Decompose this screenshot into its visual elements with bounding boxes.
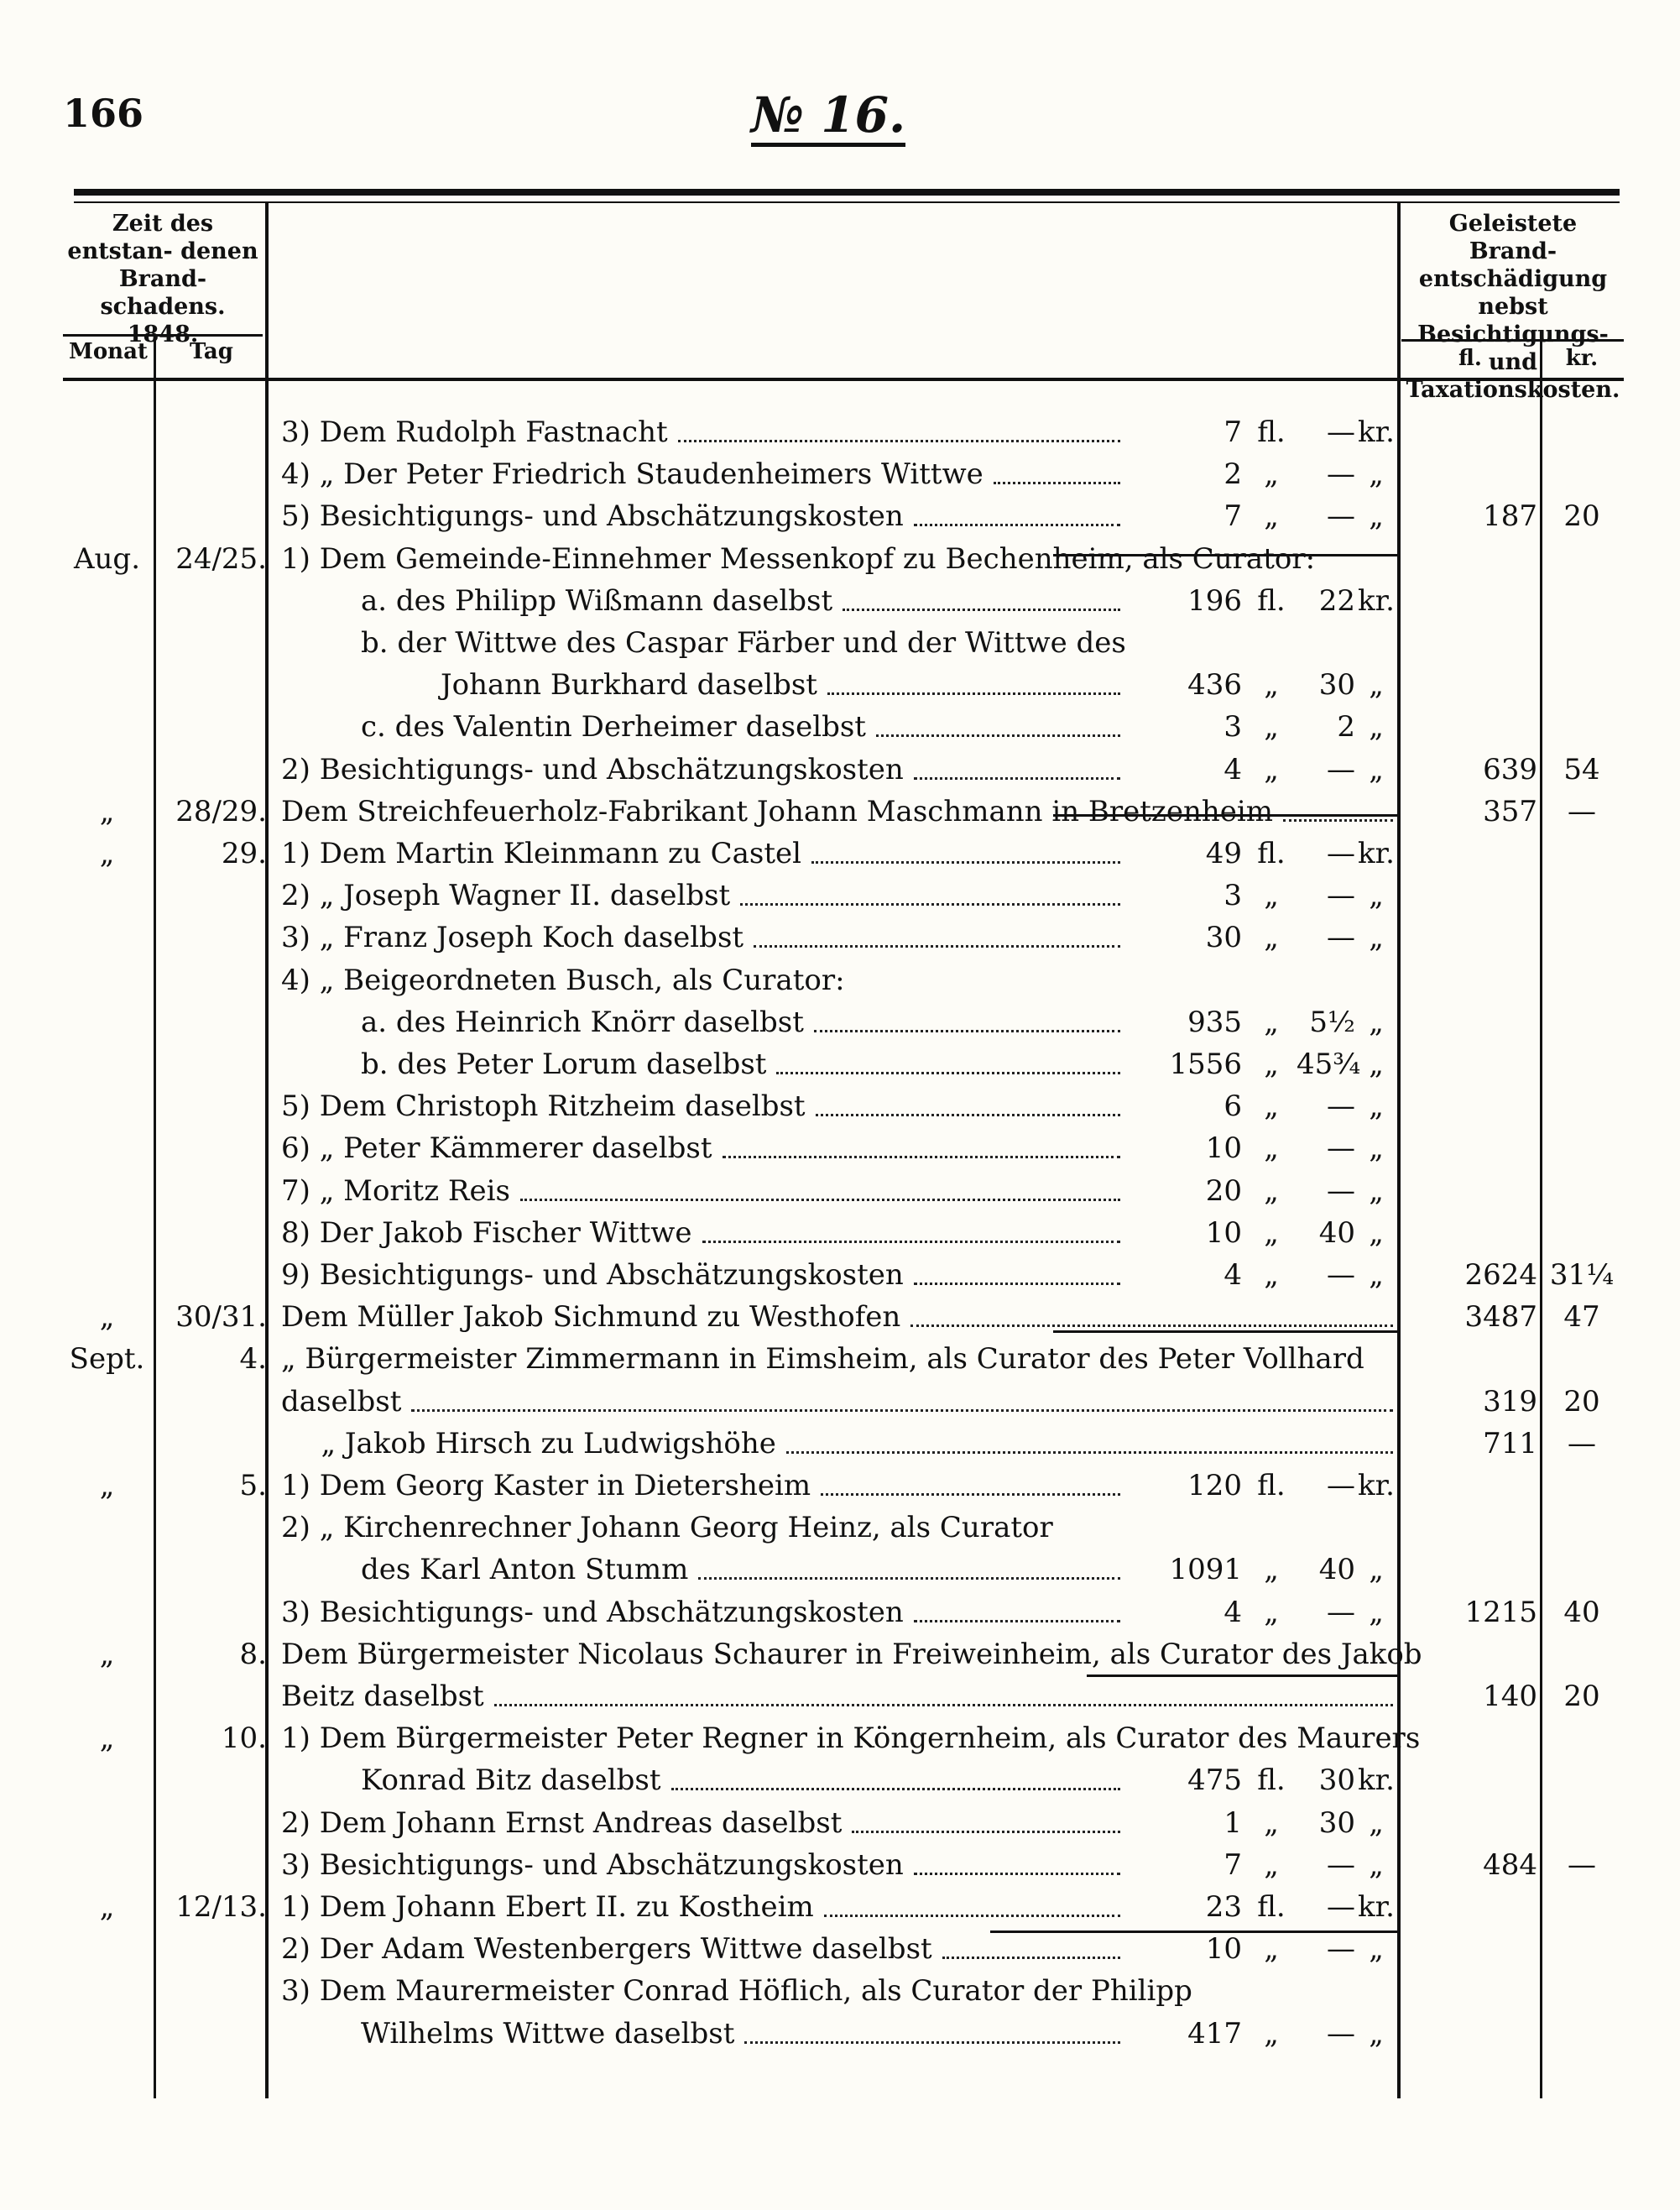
- unit-fl: „: [1264, 921, 1279, 955]
- total-fl: 639: [1483, 752, 1537, 786]
- unit-fl: „: [1264, 499, 1279, 534]
- total-kr: 20: [1563, 1680, 1600, 1713]
- amount-fl: 1: [1223, 1805, 1242, 1840]
- total-kr: 20: [1563, 499, 1600, 534]
- leader-dots: [754, 945, 1120, 948]
- month-cell: „: [99, 837, 115, 870]
- unit-fl: „: [1264, 1131, 1279, 1166]
- entry-text: 3) Besichtigungs- und Abschätzungskosten: [281, 1847, 904, 1882]
- ledger-row: [0, 580, 1680, 622]
- leader-dots: [827, 692, 1120, 695]
- amount-kr: —: [1327, 1847, 1355, 1882]
- entry-text: 4) „ Der Peter Friedrich Staudenheimers Wittwe: [281, 457, 983, 492]
- unit-fl: „: [1264, 1089, 1279, 1124]
- amount-fl: 3: [1223, 879, 1242, 913]
- ledger-row: [0, 495, 1680, 537]
- ledger-row: [0, 622, 1680, 664]
- ledger-row: [0, 875, 1680, 917]
- entry-text: Dem Bürgermeister Nicolaus Schaurer in Freiweinheim, als Curator des Jakob: [281, 1637, 1422, 1671]
- entry-text: 2) Der Adam Westenbergers Wittwe daselbst: [281, 1932, 932, 1967]
- amount-kr: 30: [1318, 1763, 1355, 1798]
- day-cell: 29.: [221, 837, 267, 870]
- amount-kr: —: [1327, 1173, 1355, 1208]
- amount-fl: 30: [1205, 921, 1242, 955]
- entry-text: Beitz daselbst: [281, 1680, 484, 1713]
- amount-fl: 20: [1205, 1173, 1242, 1208]
- amount-kr: —: [1327, 1932, 1355, 1967]
- total-fl: 319: [1483, 1384, 1537, 1418]
- entry-text: des Karl Anton Stumm: [361, 1553, 689, 1587]
- entry-text: 7) „ Moritz Reis: [281, 1173, 510, 1208]
- leader-dots: [994, 482, 1120, 484]
- amount-kr: —: [1327, 1131, 1355, 1166]
- ledger-row: [0, 1001, 1680, 1043]
- leader-dots: [821, 1493, 1120, 1496]
- entry-text: 5) Besichtigungs- und Abschätzungskosten: [281, 499, 904, 534]
- unit-fl: „: [1264, 1595, 1279, 1629]
- amount-fl: 23: [1205, 1890, 1242, 1924]
- leader-dots: [740, 903, 1120, 906]
- amount-fl: 196: [1187, 583, 1242, 618]
- month-cell: Aug.: [73, 541, 141, 576]
- leader-dots: [914, 777, 1120, 780]
- total-fl: 3487: [1464, 1300, 1537, 1335]
- unit-fl: „: [1264, 752, 1279, 786]
- amount-fl: 1556: [1169, 1048, 1242, 1081]
- amount-fl: 4: [1223, 1595, 1242, 1629]
- amount-fl: 4: [1223, 752, 1242, 786]
- leader-dots: [411, 1409, 1393, 1412]
- month-cell: „: [99, 1469, 115, 1502]
- ledger-row: [0, 833, 1680, 875]
- ledger-row: [0, 1970, 1680, 2012]
- entry-text: 6) „ Peter Kämmerer daselbst: [281, 1131, 712, 1166]
- ledger-row: [0, 1212, 1680, 1254]
- unit-kr: „: [1369, 1131, 1384, 1166]
- unit-fl: fl.: [1257, 837, 1286, 870]
- ledger-row: [0, 1802, 1680, 1844]
- leader-dots: [678, 440, 1120, 442]
- amount-fl: 120: [1187, 1469, 1242, 1502]
- unit-kr: „: [1369, 2016, 1384, 2051]
- unit-kr: „: [1369, 921, 1384, 955]
- ledger-row: [0, 917, 1680, 959]
- leader-dots: [942, 1957, 1120, 1959]
- leader-dots: [702, 1241, 1121, 1243]
- month-label: Monat: [69, 339, 148, 364]
- total-fl: 1215: [1464, 1595, 1537, 1629]
- ledger-row: [0, 1886, 1680, 1928]
- day-cell: 10.: [221, 1722, 267, 1756]
- entry-text: 3) „ Franz Joseph Koch daselbst: [281, 921, 744, 955]
- total-kr: —: [1568, 794, 1596, 828]
- day-label: Tag: [190, 339, 233, 364]
- unit-kr: „: [1369, 1553, 1384, 1587]
- leader-dots: [520, 1199, 1120, 1201]
- entry-text: 2) Dem Johann Ernst Andreas daselbst: [281, 1805, 843, 1840]
- amount-kr: —: [1327, 752, 1355, 786]
- leader-dots: [914, 524, 1120, 526]
- ledger-row: [0, 538, 1680, 580]
- ledger-row: [0, 453, 1680, 495]
- unit-fl: „: [1264, 1258, 1279, 1292]
- ledger-row: [0, 1759, 1680, 1801]
- ledger-row: [0, 2013, 1680, 2055]
- unit-kr: „: [1369, 1089, 1384, 1124]
- day-cell: 28/29.: [175, 794, 267, 828]
- ledger-row: [0, 1085, 1680, 1127]
- leader-dots: [776, 1072, 1120, 1074]
- amount-kr: —: [1327, 879, 1355, 913]
- amount-fl: 4: [1223, 1258, 1242, 1292]
- entry-text: 8) Der Jakob Fischer Wittwe: [281, 1215, 692, 1250]
- unit-fl: fl.: [1257, 1469, 1286, 1502]
- issue-number: № 16.: [751, 91, 905, 147]
- total-kr: —: [1568, 1426, 1596, 1460]
- unit-fl: „: [1264, 1805, 1279, 1840]
- leader-dots: [816, 1114, 1120, 1116]
- leader-dots: [852, 1831, 1120, 1833]
- amount-kr: —: [1327, 457, 1355, 492]
- unit-kr: kr.: [1358, 415, 1395, 449]
- amount-fl: 475: [1187, 1763, 1242, 1798]
- ledger-row: [0, 1633, 1680, 1675]
- entry-text: Dem Müller Jakob Sichmund zu Westhofen: [281, 1300, 901, 1335]
- entry-text: b. des Peter Lorum daselbst: [361, 1048, 767, 1081]
- total-fl: 484: [1483, 1847, 1537, 1882]
- leader-dots: [494, 1704, 1393, 1706]
- ledger-row: [0, 1381, 1680, 1423]
- month-cell: „: [99, 1890, 115, 1924]
- ledger-row: [0, 664, 1680, 706]
- entry-text: „ Jakob Hirsch zu Ludwigshöhe: [321, 1426, 776, 1460]
- entry-text: 1) Dem Bürgermeister Peter Regner in Köngernheim, als Curator des Maurers: [281, 1722, 1421, 1756]
- entry-text: 1) Dem Martin Kleinmann zu Castel: [281, 837, 802, 870]
- ledger-row: [0, 1675, 1680, 1717]
- unit-fl: „: [1264, 2016, 1279, 2051]
- unit-kr: „: [1369, 457, 1384, 492]
- ledger-row: [0, 1507, 1680, 1549]
- amount-fl: 10: [1205, 1932, 1242, 1967]
- day-cell: 30/31.: [175, 1300, 267, 1335]
- amount-kr: —: [1327, 2016, 1355, 2051]
- amount-fl: 10: [1205, 1131, 1242, 1166]
- leader-dots: [876, 734, 1120, 737]
- unit-fl: „: [1264, 1215, 1279, 1250]
- leader-dots: [843, 609, 1120, 611]
- entry-text: Dem Streichfeuerholz-Fabrikant Johann Maschmann in Bretzenheim: [281, 794, 1273, 828]
- date-column-header: Zeit des entstan- denen Brand- schadens. 1848.: [67, 211, 258, 347]
- amount-fl: 417: [1187, 2016, 1242, 2051]
- unit-kr: „: [1369, 1595, 1384, 1629]
- total-fl: 357: [1483, 794, 1537, 828]
- amount-fl: 935: [1187, 1005, 1242, 1039]
- leader-dots: [914, 1283, 1120, 1285]
- unit-kr: „: [1369, 1258, 1384, 1292]
- month-cell: „: [99, 794, 115, 828]
- unit-fl: fl.: [1257, 415, 1286, 449]
- amount-kr: —: [1327, 415, 1355, 449]
- top-rule: [74, 189, 1620, 196]
- day-cell: 8.: [239, 1637, 267, 1671]
- month-cell: Sept.: [69, 1342, 145, 1377]
- entry-text: Konrad Bitz daselbst: [361, 1763, 661, 1798]
- total-kr: 40: [1563, 1595, 1600, 1629]
- leader-dots: [698, 1577, 1120, 1580]
- amount-kr: —: [1327, 499, 1355, 534]
- leader-dots: [824, 1915, 1120, 1917]
- unit-fl: „: [1264, 1932, 1279, 1967]
- unit-fl: „: [1264, 1005, 1279, 1039]
- unit-kr: kr.: [1358, 837, 1395, 870]
- header-bottom-rule: [63, 378, 1624, 381]
- leader-dots: [914, 1620, 1120, 1622]
- total-kr: 47: [1563, 1300, 1600, 1335]
- amount-kr: —: [1327, 1258, 1355, 1292]
- leader-dots: [910, 1324, 1393, 1327]
- month-cell: „: [99, 1300, 115, 1335]
- top-rule-thin: [74, 201, 1620, 203]
- ledger-row: [0, 749, 1680, 791]
- ledger-row: [0, 1423, 1680, 1465]
- amount-fl: 7: [1223, 499, 1242, 534]
- ledger-row: [0, 1170, 1680, 1212]
- amount-fl: 49: [1205, 837, 1242, 870]
- entry-text: 1) Dem Georg Kaster in Dietersheim: [281, 1469, 811, 1502]
- unit-fl: fl.: [1257, 1763, 1286, 1798]
- unit-kr: kr.: [1358, 1890, 1395, 1924]
- unit-kr: kr.: [1358, 583, 1395, 618]
- ledger-row: [0, 791, 1680, 833]
- entry-text: a. des Heinrich Knörr daselbst: [361, 1005, 804, 1039]
- entry-text: 4) „ Beigeordneten Busch, als Curator:: [281, 963, 845, 997]
- amount-kr: 40: [1318, 1215, 1355, 1250]
- unit-fl: „: [1264, 879, 1279, 913]
- ledger-row: [0, 1928, 1680, 1970]
- total-kr: 20: [1563, 1384, 1600, 1418]
- kr-label: kr.: [1565, 346, 1599, 371]
- total-fl: 187: [1483, 499, 1537, 534]
- amount-kr: 40: [1318, 1553, 1355, 1587]
- unit-kr: „: [1369, 499, 1384, 534]
- unit-kr: „: [1369, 1805, 1384, 1840]
- unit-fl: fl.: [1257, 583, 1286, 618]
- amount-kr: —: [1327, 837, 1355, 870]
- unit-kr: „: [1369, 668, 1384, 703]
- unit-fl: „: [1264, 1048, 1279, 1081]
- unit-kr: „: [1369, 1215, 1384, 1250]
- entry-text: 1) Dem Gemeinde-Einnehmer Messenkopf zu Bechenheim, als Curator:: [281, 541, 1316, 576]
- entry-text: 9) Besichtigungs- und Abschätzungskosten: [281, 1258, 904, 1292]
- ledger-row: [0, 1549, 1680, 1591]
- amount-kr: 22: [1318, 583, 1355, 618]
- amount-fl: 436: [1187, 668, 1242, 703]
- amount-fl: 10: [1205, 1215, 1242, 1250]
- unit-kr: „: [1369, 1173, 1384, 1208]
- entry-text: 3) Dem Rudolph Fastnacht: [281, 415, 668, 449]
- unit-kr: „: [1369, 710, 1384, 745]
- entry-text: Wilhelms Wittwe daselbst: [361, 2016, 735, 2051]
- ledger-row: [0, 1296, 1680, 1338]
- amount-kr: 45¾: [1297, 1048, 1361, 1081]
- ledger-row: [0, 1591, 1680, 1633]
- leader-dots: [811, 861, 1120, 864]
- amount-kr: 30: [1318, 1805, 1355, 1840]
- total-kr: 54: [1563, 752, 1600, 786]
- unit-fl: „: [1264, 668, 1279, 703]
- entry-text: 5) Dem Christoph Ritzheim daselbst: [281, 1089, 806, 1124]
- day-cell: 4.: [239, 1342, 267, 1377]
- ledger-row: [0, 1254, 1680, 1296]
- unit-fl: „: [1264, 1173, 1279, 1208]
- unit-kr: „: [1369, 879, 1384, 913]
- entry-text: 2) Besichtigungs- und Abschätzungskosten: [281, 752, 904, 786]
- ledger-row: [0, 959, 1680, 1001]
- amount-kr: 5½: [1309, 1005, 1355, 1039]
- total-fl: 2624: [1464, 1258, 1537, 1292]
- leader-dots: [914, 1873, 1120, 1875]
- payment-column-header: Geleistete Brand- entschädigung nebst Besichtigungs- und Taxationskosten.: [1406, 211, 1620, 403]
- unit-kr: kr.: [1358, 1763, 1395, 1798]
- leader-dots: [723, 1156, 1120, 1158]
- fl-label: fl.: [1458, 346, 1482, 371]
- leader-dots: [814, 1030, 1120, 1032]
- ledger-row: [0, 1465, 1680, 1507]
- unit-fl: fl.: [1257, 1890, 1286, 1924]
- ledger-row: [0, 1127, 1680, 1169]
- leader-dots: [744, 2041, 1120, 2044]
- leader-dots: [671, 1788, 1120, 1790]
- ledger-row: [0, 706, 1680, 748]
- leader-dots: [1283, 819, 1393, 822]
- amount-kr: —: [1327, 921, 1355, 955]
- total-fl: 711: [1483, 1426, 1537, 1460]
- amount-fl: 2: [1223, 457, 1242, 492]
- amount-fl: 3: [1223, 710, 1242, 745]
- entry-text: Johann Burkhard daselbst: [441, 668, 817, 703]
- leader-dots: [786, 1451, 1393, 1454]
- amount-kr: 2: [1337, 710, 1355, 745]
- amount-fl: 6: [1223, 1089, 1242, 1124]
- total-fl: 140: [1483, 1680, 1537, 1713]
- amount-fl: 7: [1223, 1847, 1242, 1882]
- unit-kr: „: [1369, 1932, 1384, 1967]
- amount-fl: 1091: [1169, 1553, 1242, 1587]
- entry-text: 3) Dem Maurermeister Conrad Höflich, als Curator der Philipp: [281, 1974, 1192, 2009]
- entry-text: 2) „ Kirchenrechner Johann Georg Heinz, als Curator: [281, 1511, 1053, 1545]
- day-cell: 5.: [239, 1469, 267, 1502]
- ledger-row: [0, 411, 1680, 453]
- amount-kr: —: [1327, 1595, 1355, 1629]
- ledger-row: [0, 1844, 1680, 1886]
- unit-kr: „: [1369, 1005, 1384, 1039]
- unit-kr: „: [1369, 752, 1384, 786]
- unit-fl: „: [1264, 457, 1279, 492]
- month-cell: „: [99, 1722, 115, 1756]
- entry-text: 1) Dem Johann Ebert II. zu Kostheim: [281, 1890, 814, 1924]
- unit-fl: „: [1264, 1847, 1279, 1882]
- unit-kr: kr.: [1358, 1469, 1395, 1502]
- unit-kr: „: [1369, 1048, 1384, 1081]
- day-cell: 12/13.: [175, 1890, 267, 1924]
- amount-kr: —: [1327, 1469, 1355, 1502]
- ledger-row: [0, 1043, 1680, 1085]
- entry-text: „ Bürgermeister Zimmermann in Eimsheim, als Curator des Peter Vollhard: [281, 1342, 1364, 1377]
- total-kr: —: [1568, 1847, 1596, 1882]
- entry-text: 2) „ Joseph Wagner II. daselbst: [281, 879, 731, 913]
- day-cell: 24/25.: [175, 541, 267, 576]
- total-kr: 31¼: [1549, 1258, 1615, 1292]
- entry-text: a. des Philipp Wißmann daselbst: [361, 583, 833, 618]
- page-number: 166: [63, 91, 144, 136]
- entry-text: 3) Besichtigungs- und Abschätzungskosten: [281, 1595, 904, 1629]
- amount-kr: 30: [1318, 668, 1355, 703]
- unit-fl: „: [1264, 1553, 1279, 1587]
- unit-fl: „: [1264, 710, 1279, 745]
- entry-text: c. des Valentin Derheimer daselbst: [361, 710, 866, 745]
- entry-text: daselbst: [281, 1384, 402, 1418]
- ledger-row: [0, 1338, 1680, 1380]
- amount-fl: 7: [1223, 415, 1242, 449]
- amount-kr: —: [1327, 1890, 1355, 1924]
- unit-kr: „: [1369, 1847, 1384, 1882]
- ledger-row: [0, 1717, 1680, 1759]
- amount-kr: —: [1327, 1089, 1355, 1124]
- month-cell: „: [99, 1637, 115, 1671]
- entry-text: b. der Wittwe des Caspar Färber und der Wittwe des: [361, 626, 1126, 660]
